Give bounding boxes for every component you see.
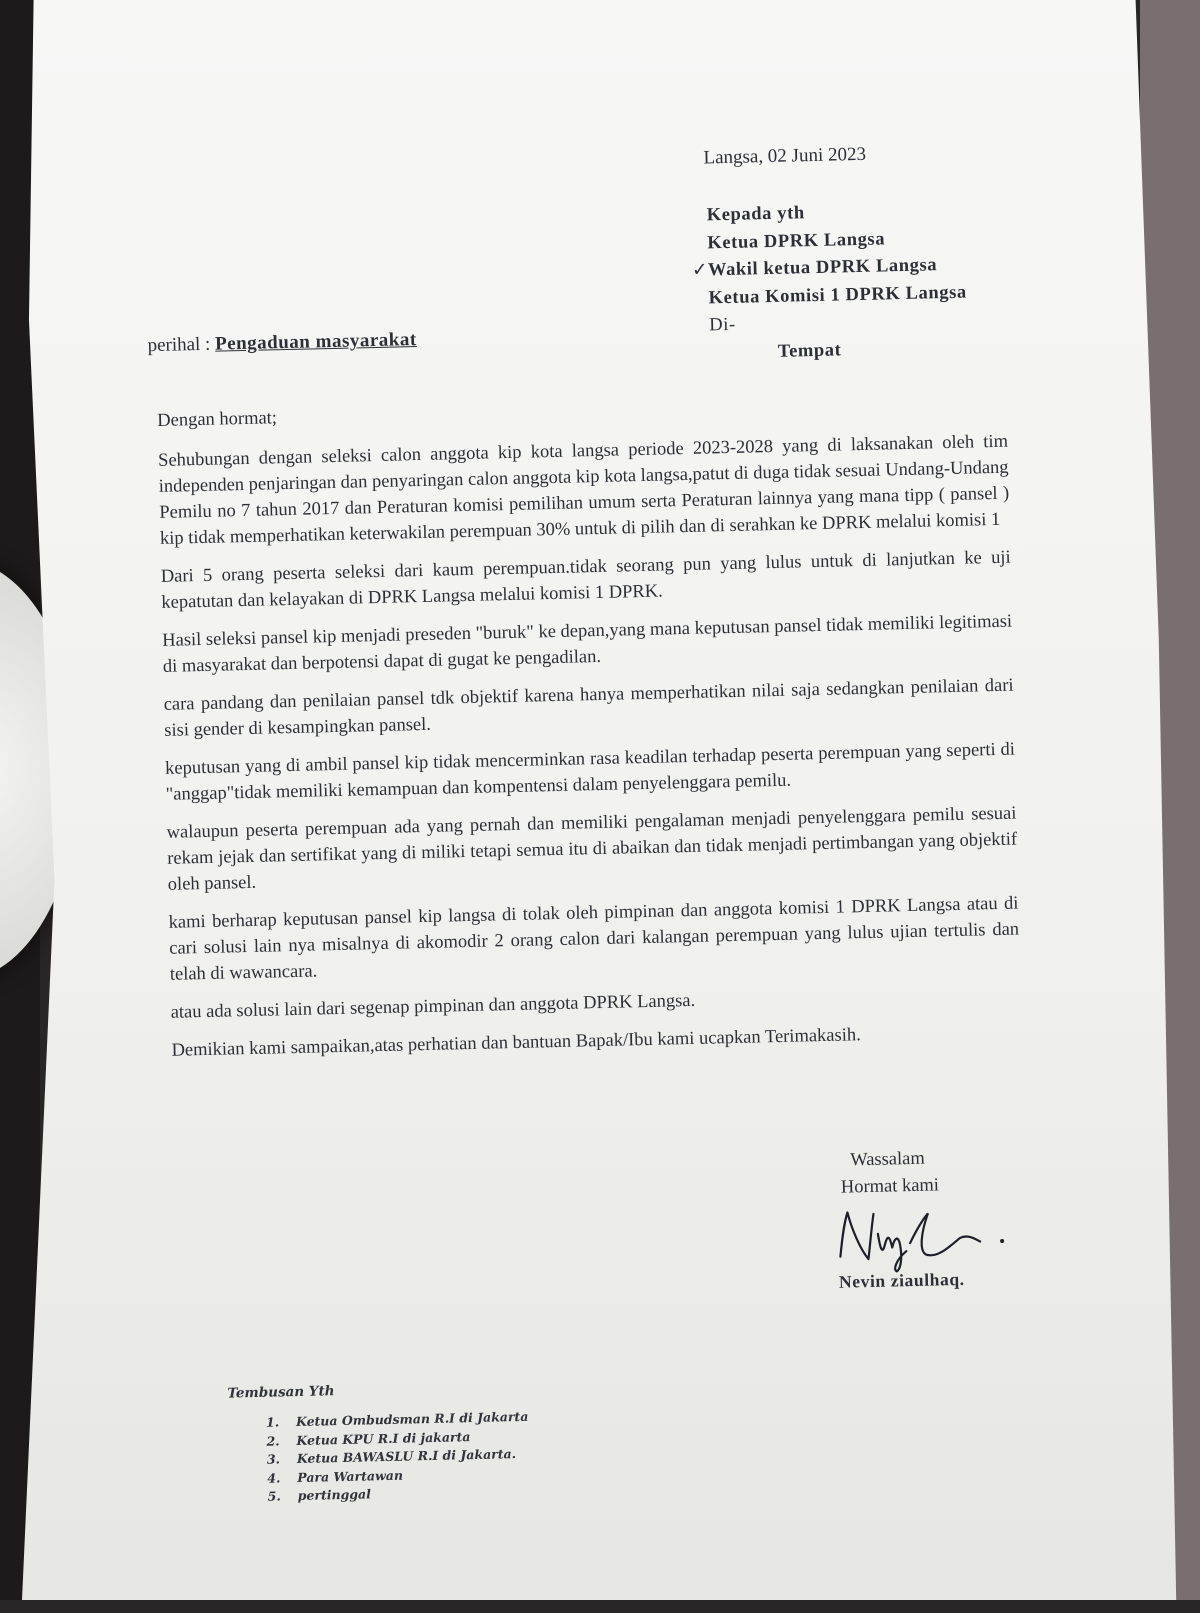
salutation: Dengan hormat; bbox=[157, 408, 278, 431]
recipient-line-2: Wakil ketua DPRK Langsa bbox=[707, 255, 938, 281]
recipient-block bbox=[691, 197, 968, 368]
recipient-tempat: Tempat bbox=[777, 339, 842, 362]
subject-label: perihal : bbox=[147, 333, 211, 357]
letter-body bbox=[157, 389, 1022, 1076]
recipient-line-1: Ketua DPRK Langsa bbox=[707, 228, 886, 253]
list-item: 5. pertinggal bbox=[267, 1486, 372, 1504]
copy-to-list bbox=[228, 1409, 530, 1508]
subject-line bbox=[147, 329, 417, 357]
list-item: 2. Ketua KPU R.I di jakarta bbox=[266, 1428, 471, 1449]
recipient-line-3: Ketua Komisi 1 DPRK Langsa bbox=[708, 282, 967, 308]
body-paragraph-1: Sehubungan dengan seleksi calon anggota kip kota langsa periode 2023-2028 yang di laksanakan oleh tim independen penjaringan dan penyaringan calon anggota kip kota langsa,patut di duga tidak sesuai Undang-Undang Pemilu no 7 tahun 2017 dan Peraturan komisi pemilihan umum serta Peraturan lainnya yang mana tipp ( pansel ) kip tidak memperhatikan keterwakilan perempuan 30% untuk di pilih dan di serahkan ke DPRK melalui komisi 1 bbox=[157, 431, 1010, 549]
body-paragraph-4: cara pandang dan penilaian pansel tdk objektif karena hanya memperhatikan nilai saja sedangkan penilaian dari sisi gender di kesampingkan pansel. bbox=[163, 675, 1014, 741]
body-paragraph-8: atau ada solusi lain dari segenap pimpinan dan anggota DPRK Langsa. bbox=[170, 990, 696, 1023]
handwritten-signature bbox=[829, 1201, 1021, 1275]
recipient-di: Di- bbox=[709, 314, 736, 336]
list-item: 1. Ketua Ombudsman R.I di Jakarta bbox=[265, 1408, 529, 1430]
signer-name: Nevin ziaulhaq. bbox=[838, 1268, 965, 1292]
body-paragraph-7: kami berharap keputusan pansel kip langsa di tolak oleh pimpinan dan anggota komisi 1 DPRK Langsa atau di cari solusi lain nya misalnya di akomodir 2 orang calon dari kalangan perempuan yang lulus ujian tertulis dan telah di wawancara. bbox=[168, 893, 1020, 985]
copy-to-title: Tembusan Yth bbox=[227, 1383, 335, 1402]
body-paragraph-2: Dari 5 orang peserta seleksi dari kaum perempuan.tidak seorang pun yang lulus untuk di lanjutkan ke uji kepatutan dan kelayakan di DPRK Langsa melalui komisi 1 DPRK. bbox=[160, 547, 1011, 613]
list-item: 3. Ketua BAWASLU R.I di Jakarta. bbox=[266, 1446, 517, 1467]
body-paragraph-6: walaupun peserta perempuan ada yang pernah dan memiliki pengalaman menjadi penyelenggara pemilu sesuai rekam jejak dan sertifikat yang di miliki tetapi semua itu di abaikan dan tidak menjadi pertimbangan yang objektif oleh pansel. bbox=[166, 803, 1018, 895]
copy-to-block bbox=[227, 1379, 530, 1508]
body-paragraph-3: Hasil seleksi pansel kip menjadi preseden "buruk" ke depan,yang mana keputusan pansel tidak memiliki legitimasi di masyarakat dan berpotensi dapat di gugat ke pengadilan. bbox=[162, 611, 1013, 677]
body-paragraph-9: Demikian kami sampaikan,atas perhatian dan bantuan Bapak/Ibu kami ucapkan Terimakasih. bbox=[171, 1025, 861, 1061]
letter-date: Langsa, 02 Juni 2023 bbox=[703, 143, 867, 169]
body-paragraph-5: keputusan yang di ambil pansel kip tidak mencerminkan rasa keadilan terhadap peserta perempuan yang seperti di "anggap"tidak memiliki kemampuan dan kompentensi dalam penyelenggara pemilu. bbox=[164, 739, 1016, 805]
subject-value: Pengaduan masyarakat bbox=[214, 329, 417, 355]
closing-block bbox=[840, 1145, 939, 1201]
closing-hormat: Hormat kami bbox=[840, 1175, 940, 1198]
list-item: 4. Para Wartawan bbox=[267, 1467, 404, 1486]
check-mark-icon: ✓ bbox=[691, 260, 709, 281]
closing-wassalam: Wassalam bbox=[850, 1148, 925, 1171]
recipient-greeting: Kepada yth bbox=[706, 203, 805, 226]
